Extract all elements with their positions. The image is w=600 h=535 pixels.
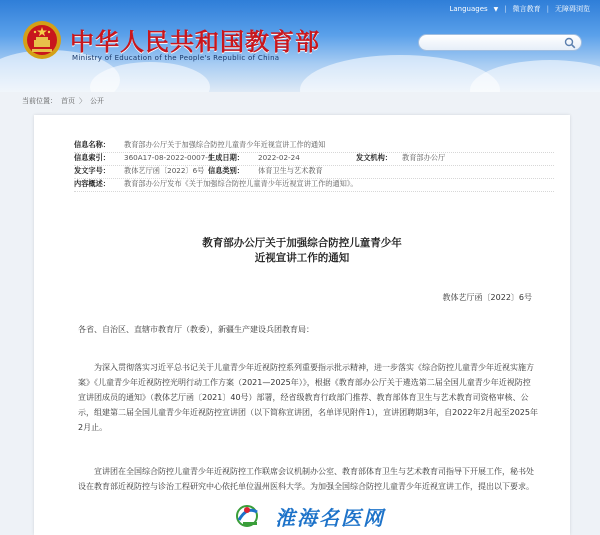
meta-index-label: 信息索引： [74, 153, 110, 162]
meta-category-label: 信息类别： [208, 166, 244, 175]
meta-row-name [74, 140, 554, 153]
weibo-link[interactable]: 微言教育 [512, 5, 541, 13]
meta-index-value: 360A17-08-2022-0007-1 [124, 153, 213, 162]
document-title-line1: 教育部办公厅关于加强综合防控儿童青少年 [202, 237, 402, 249]
meta-category-value: 体育卫生与艺术教育 [258, 166, 323, 175]
site-header [0, 0, 600, 92]
languages-link[interactable]: Languages [449, 5, 488, 13]
meta-docno-label: 发文字号： [74, 166, 110, 175]
document-number: 教体艺厅函〔2022〕6号 [442, 293, 532, 302]
breadcrumb-current[interactable]: 公开 [90, 97, 104, 105]
nav-separator: | [504, 5, 507, 13]
meta-org-value: 教育部办公厅 [402, 153, 446, 162]
chevron-down-icon[interactable]: ▼ [493, 5, 499, 13]
breadcrumb-prefix: 当前位置： [22, 97, 57, 105]
paragraph-1: 为深入贯彻落实习近平总书记关于儿童青少年近视防控系列重要指示批示精神，进一步落实《综合防控儿童青少年近视实施方案》《儿童青少年近视防控光明行动工作方案（2021—2025年）》，根据《教育部办公厅关于遴选第二届全国儿童青少年近视防控宣讲团成员的通知》（教体艺厅函〔2021〕40号）部署，经省级教育行政部门推荐、教育部体育卫生与艺术教育司资格审核、公示，组建第二届全国儿童青少年近视防控宣讲团（以下简称宣讲团，名单详见附件1），宣讲团聘期3年，自2022年2月起至2025年2月止。 [78, 363, 538, 432]
document-title-line2: 近视宣讲工作的通知 [254, 252, 350, 264]
national-emblem-icon[interactable] [22, 20, 62, 60]
site-title[interactable]: 中华人民共和国教育部 [70, 27, 320, 56]
search-input[interactable] [418, 34, 582, 51]
nav-separator: | [546, 5, 549, 13]
meta-row-docno [74, 166, 554, 179]
meta-row-index [74, 153, 554, 166]
meta-org-label: 发文机构： [356, 153, 392, 162]
salutation: 各省、自治区、直辖市教育厅（教委），新疆生产建设兵团教育局： [78, 325, 314, 334]
meta-row-summary [74, 179, 554, 192]
meta-summary-value: 教育部办公厅发布《关于加强综合防控儿童青少年近视宣讲工作的通知》。 [124, 179, 358, 188]
search-icon[interactable] [564, 37, 576, 49]
breadcrumb-home[interactable]: 首页 [61, 97, 75, 105]
meta-summary-label: 内容概述： [74, 179, 110, 188]
meta-date-label: 生成日期： [208, 153, 244, 162]
meta-date-value: 2022-02-24 [258, 153, 300, 162]
meta-name-label: 信息名称： [74, 140, 110, 149]
site-subtitle: Ministry of Education of the People's Republic of China [72, 54, 280, 62]
paragraph-2: 宣讲团在全国综合防控儿童青少年近视防控工作联席会议机制办公室、教育部体育卫生与艺术教育司指导下开展工作，秘书处设在教育部近视防控与诊治工程研究中心依托单位温州医科大学。为加强全国综合防控儿童青少年近视宣讲工作，提出以下要求。 [78, 467, 534, 491]
meta-name-value: 教育部办公厅关于加强综合防控儿童青少年近视宣讲工作的通知 [124, 140, 326, 149]
watermark-text: 淮海名医网 [275, 506, 385, 530]
top-nav [449, 4, 590, 14]
article-panel [34, 115, 570, 535]
breadcrumb [22, 96, 104, 106]
cloud-decoration [470, 60, 600, 92]
breadcrumb-separator: 〉 [79, 97, 86, 105]
metadata-table [74, 140, 554, 192]
meta-docno-value: 教体艺厅函〔2022〕6号 [124, 166, 205, 175]
accessible-link[interactable]: 无障碍浏览 [555, 5, 590, 13]
